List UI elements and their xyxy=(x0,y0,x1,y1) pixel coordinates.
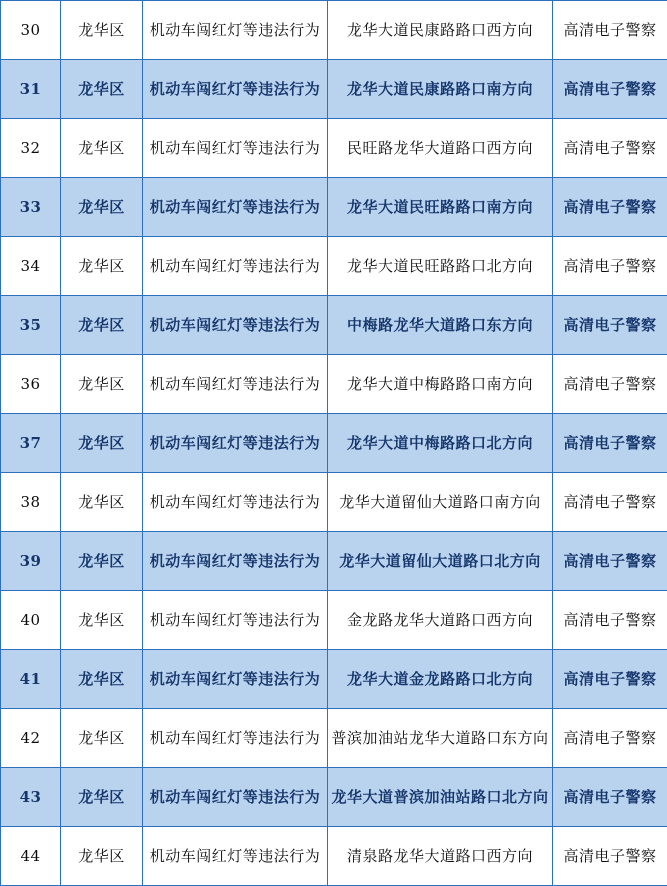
cell-district: 龙华区 xyxy=(61,827,143,886)
cell-device: 高清电子警察 xyxy=(553,768,667,827)
cell-index: 39 xyxy=(1,532,61,591)
cell-violation-type: 机动车闯红灯等违法行为 xyxy=(143,532,328,591)
cell-violation-type: 机动车闯红灯等违法行为 xyxy=(143,827,328,886)
cell-index: 43 xyxy=(1,768,61,827)
cell-device: 高清电子警察 xyxy=(553,414,667,473)
cell-violation-type: 机动车闯红灯等违法行为 xyxy=(143,60,328,119)
cell-violation-type: 机动车闯红灯等违法行为 xyxy=(143,296,328,355)
table-row xyxy=(1,650,667,709)
cell-district: 龙华区 xyxy=(61,60,143,119)
cell-location: 龙华大道留仙大道路口北方向 xyxy=(328,532,553,591)
table-row xyxy=(1,296,667,355)
cell-index: 37 xyxy=(1,414,61,473)
cell-location: 龙华大道民康路路口西方向 xyxy=(328,1,553,60)
table-row xyxy=(1,414,667,473)
cell-index: 32 xyxy=(1,119,61,178)
cell-violation-type: 机动车闯红灯等违法行为 xyxy=(143,709,328,768)
cell-index: 33 xyxy=(1,178,61,237)
cell-location: 龙华大道中梅路路口北方向 xyxy=(328,414,553,473)
cell-device: 高清电子警察 xyxy=(553,296,667,355)
cell-location: 民旺路龙华大道路口西方向 xyxy=(328,119,553,178)
table-row xyxy=(1,237,667,296)
cell-district: 龙华区 xyxy=(61,414,143,473)
cell-district: 龙华区 xyxy=(61,650,143,709)
cell-location: 龙华大道民康路路口南方向 xyxy=(328,60,553,119)
cell-district: 龙华区 xyxy=(61,355,143,414)
table-row xyxy=(1,709,667,768)
cell-violation-type: 机动车闯红灯等违法行为 xyxy=(143,237,328,296)
cell-district: 龙华区 xyxy=(61,1,143,60)
cell-district: 龙华区 xyxy=(61,768,143,827)
cell-location: 金龙路龙华大道路口西方向 xyxy=(328,591,553,650)
cell-device: 高清电子警察 xyxy=(553,709,667,768)
table-row xyxy=(1,532,667,591)
cell-index: 34 xyxy=(1,237,61,296)
table-row xyxy=(1,355,667,414)
table-row xyxy=(1,60,667,119)
cell-index: 41 xyxy=(1,650,61,709)
cell-device: 高清电子警察 xyxy=(553,60,667,119)
cell-index: 38 xyxy=(1,473,61,532)
table-row xyxy=(1,178,667,237)
cell-violation-type: 机动车闯红灯等违法行为 xyxy=(143,591,328,650)
cell-violation-type: 机动车闯红灯等违法行为 xyxy=(143,768,328,827)
cell-device: 高清电子警察 xyxy=(553,532,667,591)
cell-index: 35 xyxy=(1,296,61,355)
cell-location: 龙华大道普滨加油站路口北方向 xyxy=(328,768,553,827)
cell-location: 龙华大道金龙路路口北方向 xyxy=(328,650,553,709)
table-row xyxy=(1,119,667,178)
cell-violation-type: 机动车闯红灯等违法行为 xyxy=(143,414,328,473)
cell-district: 龙华区 xyxy=(61,296,143,355)
table-row xyxy=(1,1,667,60)
cell-violation-type: 机动车闯红灯等违法行为 xyxy=(143,1,328,60)
cell-district: 龙华区 xyxy=(61,591,143,650)
cell-index: 30 xyxy=(1,1,61,60)
cell-index: 40 xyxy=(1,591,61,650)
table-row xyxy=(1,768,667,827)
cell-device: 高清电子警察 xyxy=(553,1,667,60)
cell-district: 龙华区 xyxy=(61,473,143,532)
cell-device: 高清电子警察 xyxy=(553,650,667,709)
cell-district: 龙华区 xyxy=(61,532,143,591)
cell-device: 高清电子警察 xyxy=(553,827,667,886)
cell-location: 清泉路龙华大道路口西方向 xyxy=(328,827,553,886)
cell-index: 42 xyxy=(1,709,61,768)
table-row xyxy=(1,827,667,886)
cell-location: 龙华大道民旺路路口北方向 xyxy=(328,237,553,296)
cell-location: 中梅路龙华大道路口东方向 xyxy=(328,296,553,355)
cell-violation-type: 机动车闯红灯等违法行为 xyxy=(143,650,328,709)
cell-device: 高清电子警察 xyxy=(553,237,667,296)
cell-violation-type: 机动车闯红灯等违法行为 xyxy=(143,119,328,178)
table-row xyxy=(1,473,667,532)
cell-location: 龙华大道留仙大道路口南方向 xyxy=(328,473,553,532)
cell-district: 龙华区 xyxy=(61,178,143,237)
cell-device: 高清电子警察 xyxy=(553,591,667,650)
cell-violation-type: 机动车闯红灯等违法行为 xyxy=(143,355,328,414)
cell-violation-type: 机动车闯红灯等违法行为 xyxy=(143,178,328,237)
cell-device: 高清电子警察 xyxy=(553,355,667,414)
cell-device: 高清电子警察 xyxy=(553,473,667,532)
cell-violation-type: 机动车闯红灯等违法行为 xyxy=(143,473,328,532)
cell-district: 龙华区 xyxy=(61,119,143,178)
cell-index: 44 xyxy=(1,827,61,886)
cell-location: 普滨加油站龙华大道路口东方向 xyxy=(328,709,553,768)
cell-location: 龙华大道中梅路路口南方向 xyxy=(328,355,553,414)
cell-device: 高清电子警察 xyxy=(553,119,667,178)
cell-location: 龙华大道民旺路路口南方向 xyxy=(328,178,553,237)
table-row xyxy=(1,591,667,650)
cell-index: 31 xyxy=(1,60,61,119)
table-body xyxy=(1,1,667,886)
cell-index: 36 xyxy=(1,355,61,414)
cell-district: 龙华区 xyxy=(61,709,143,768)
cell-district: 龙华区 xyxy=(61,237,143,296)
cell-device: 高清电子警察 xyxy=(553,178,667,237)
